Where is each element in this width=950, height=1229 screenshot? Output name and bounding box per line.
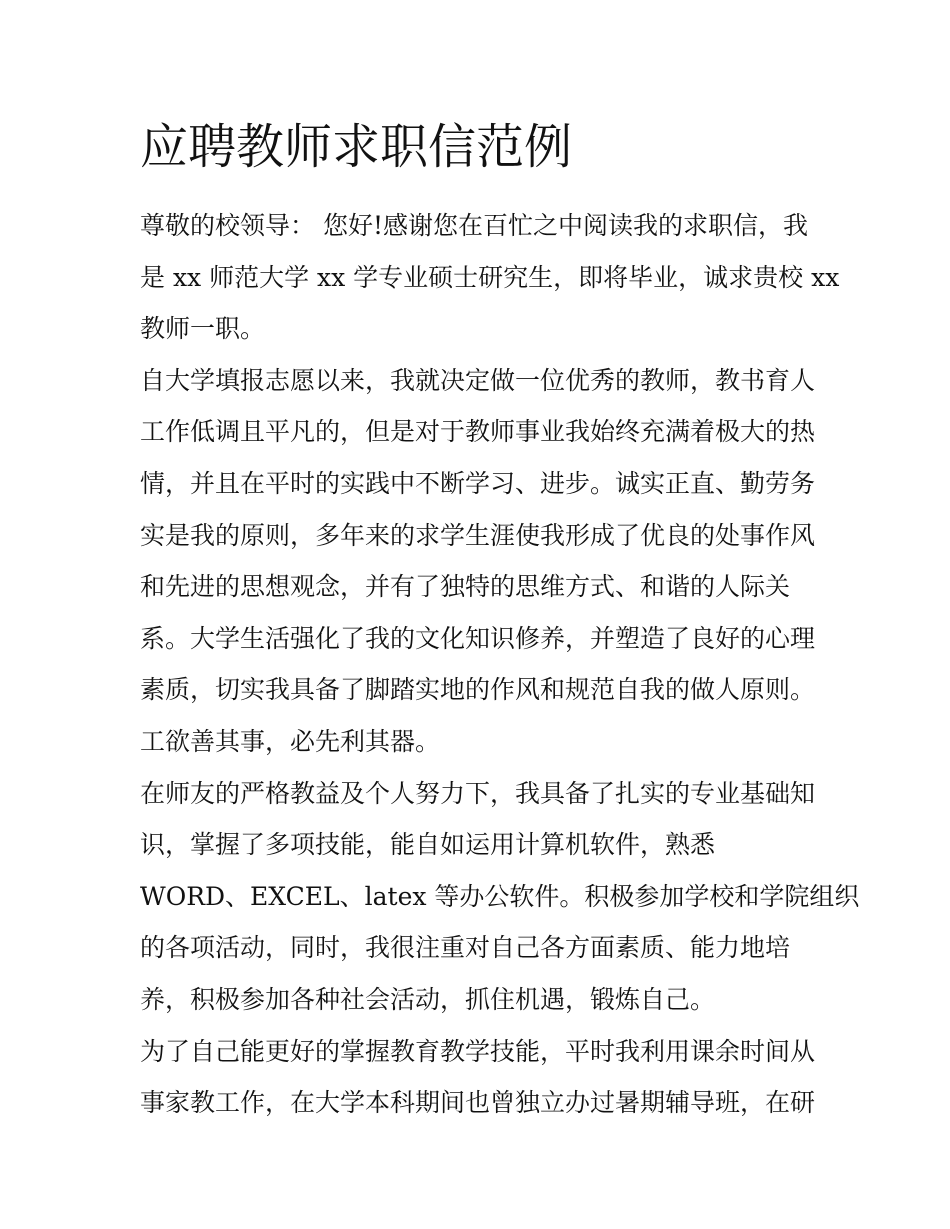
text-line: 的各项活动，同时，我很注重对自己各方面素质、能力地培 xyxy=(140,933,791,963)
text-line: 实是我的原则，多年来的求学生涯使我形成了优良的处事作风 xyxy=(140,520,816,550)
text-line: 和先进的思想观念，并有了独特的思维方式、和谐的人际关 xyxy=(140,572,791,602)
paragraph-skills xyxy=(140,768,860,1026)
text-line: 养，积极参加各种社会活动，抓住机遇，锻炼自己。 xyxy=(140,984,716,1014)
text-line: 是 xx 师范大学 xx 学专业硕士研究生，即将毕业，诚求贵校 xx xyxy=(140,262,840,292)
text-line: 工作低调且平凡的，但是对于教师事业我始终充满着极大的热 xyxy=(140,417,816,447)
text-line: 情，并且在平时的实践中不断学习、进步。诚实正直、勤劳务 xyxy=(140,468,816,498)
text-line: 素质，切实我具备了脚踏实地的作风和规范自我的做人原则。 xyxy=(140,675,816,705)
document-page xyxy=(140,112,860,1129)
text-line: 工欲善其事，必先利其器。 xyxy=(140,726,441,756)
paragraph-greeting xyxy=(140,200,840,355)
text-line: 系。大学生活强化了我的文化知识修养，并塑造了良好的心理 xyxy=(140,623,816,653)
paragraph-motivation xyxy=(140,355,820,768)
text-line: 在师友的严格教益及个人努力下，我具备了扎实的专业基础知 xyxy=(140,778,816,808)
text-line: 尊敬的校领导： 您好!感谢您在百忙之中阅读我的求职信，我 xyxy=(140,211,808,240)
text-line: WORD、EXCEL、latex 等办公软件。积极参加学校和学院组织 xyxy=(140,881,860,911)
paragraph-experience xyxy=(140,1026,820,1129)
text-line: 识，掌握了多项技能，能自如运用计算机软件，熟悉 xyxy=(140,830,716,860)
text-line: 事家教工作，在大学本科期间也曾独立办过暑期辅导班，在研 xyxy=(140,1088,816,1118)
text-line: 教师一职。 xyxy=(140,314,266,344)
text-line: 自大学填报志愿以来，我就决定做一位优秀的教师，教书育人 xyxy=(140,365,816,395)
text-line: 为了自己能更好的掌握教育教学技能，平时我利用课余时间从 xyxy=(140,1036,816,1066)
document-title: 应聘教师求职信范例 xyxy=(140,119,573,175)
